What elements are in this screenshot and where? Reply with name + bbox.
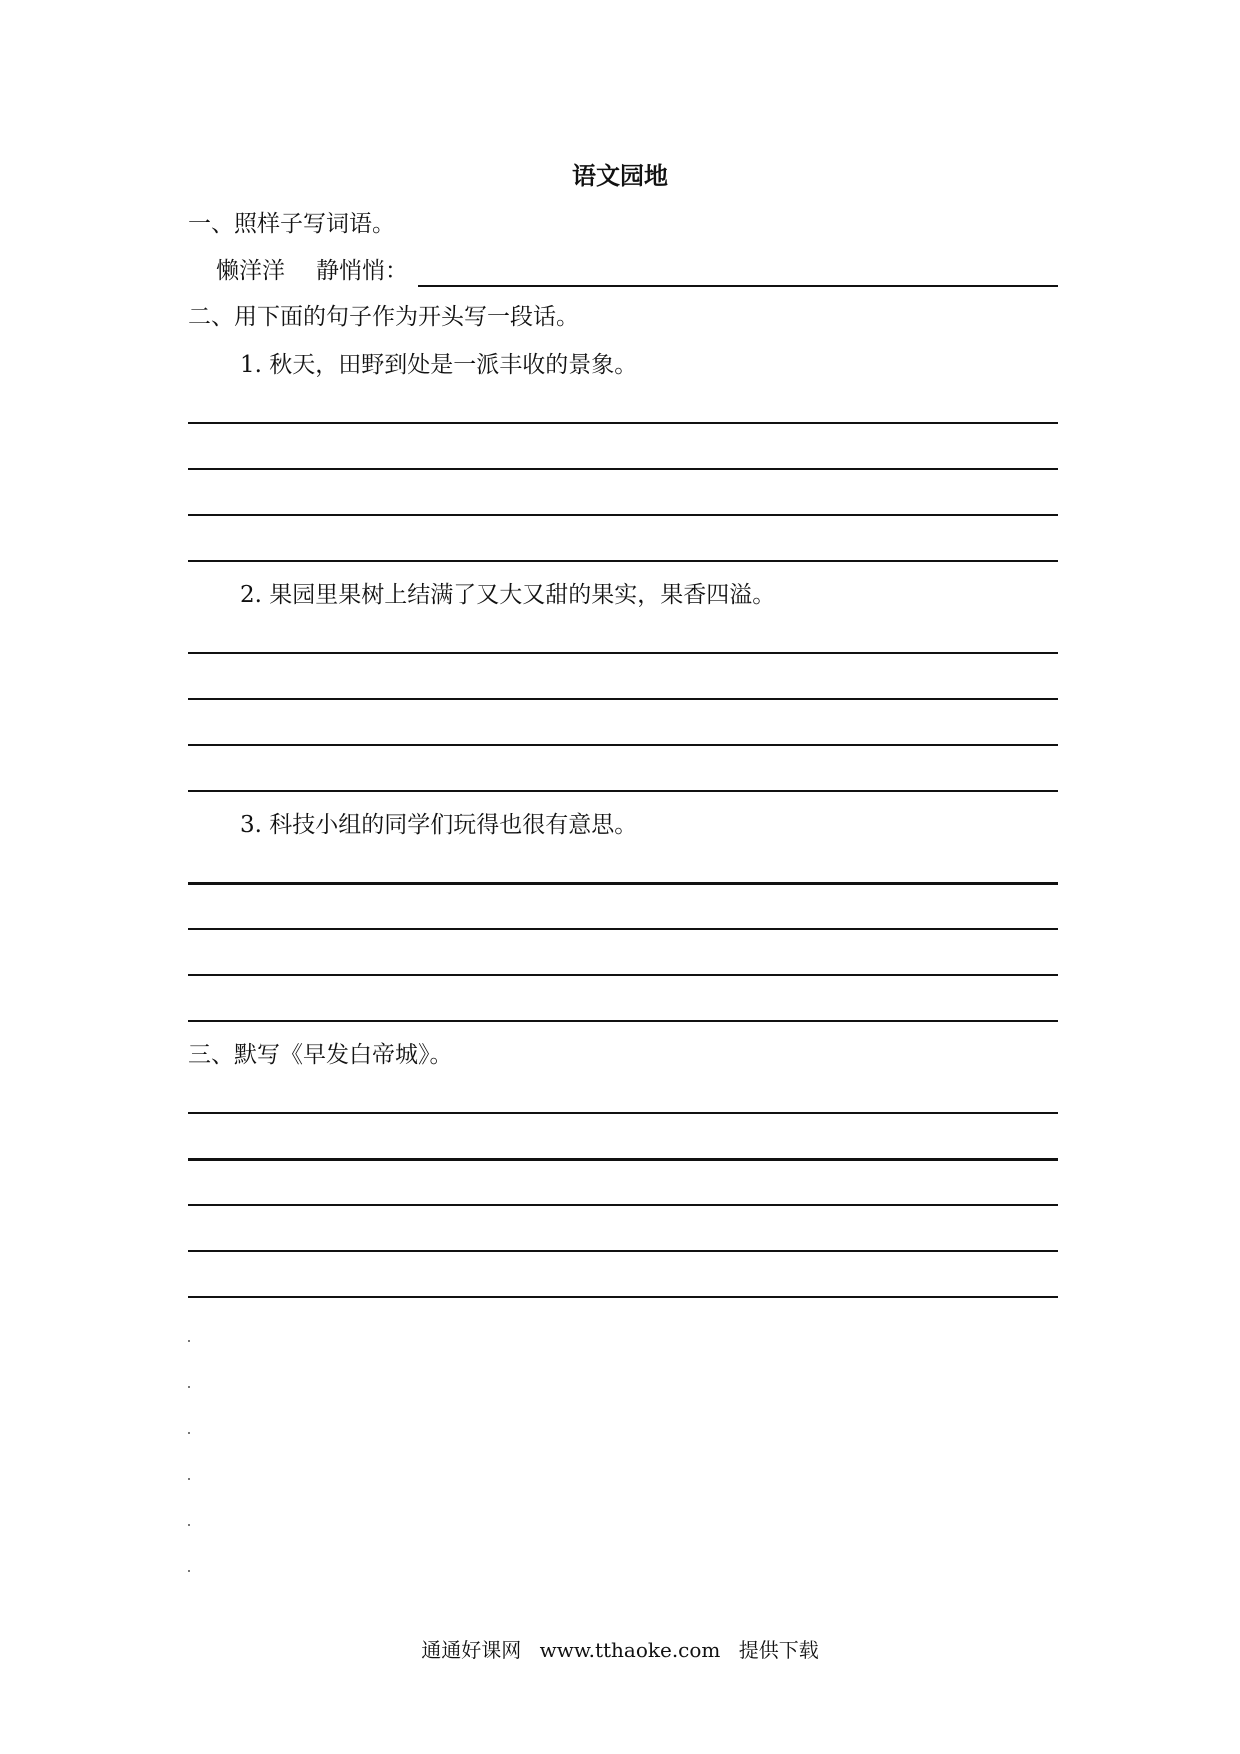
answer-line[interactable] — [188, 1204, 1058, 1206]
answer-line[interactable] — [188, 468, 1058, 470]
sentence-prompt-2: 2. 果园里果树上结满了又大又甜的果实，果香四溢。 — [240, 582, 776, 608]
paragraph-mark — [188, 1478, 190, 1480]
answer-line[interactable] — [188, 744, 1058, 746]
paragraph-mark — [188, 1340, 190, 1342]
fill-prompt: 静悄悄： — [316, 258, 408, 284]
answer-line[interactable] — [188, 1020, 1058, 1022]
page-footer — [0, 1636, 1240, 1664]
section1-heading: 一、照样子写词语。 — [188, 211, 395, 237]
answer-line[interactable] — [188, 974, 1058, 976]
page-title: 语文园地 — [572, 161, 668, 190]
answer-line[interactable] — [188, 1112, 1058, 1114]
footer-suffix: 提供下载 — [738, 1638, 819, 1662]
answer-line[interactable] — [188, 1158, 1058, 1161]
answer-line[interactable] — [188, 514, 1058, 516]
answer-line[interactable] — [188, 882, 1058, 885]
answer-line[interactable] — [188, 698, 1058, 700]
answer-line[interactable] — [188, 1250, 1058, 1252]
answer-line-section1[interactable] — [418, 285, 1058, 287]
sentence-prompt-3: 3. 科技小组的同学们玩得也很有意思。 — [240, 812, 638, 838]
section2-heading: 二、用下面的句子作为开头写一段话。 — [188, 304, 579, 330]
example-word: 懒洋洋 — [216, 258, 285, 284]
answer-line[interactable] — [188, 790, 1058, 792]
section3-heading: 三、默写《早发白帝城》。 — [188, 1042, 453, 1068]
answer-line[interactable] — [188, 928, 1058, 930]
footer-url[interactable]: www.tthaoke.com — [539, 1638, 721, 1662]
answer-line[interactable] — [188, 1296, 1058, 1298]
answer-line[interactable] — [188, 560, 1058, 562]
sentence-prompt-1: 1. 秋天，田野到处是一派丰收的景象。 — [240, 352, 638, 378]
paragraph-mark — [188, 1432, 190, 1434]
answer-line[interactable] — [188, 422, 1058, 424]
paragraph-mark — [188, 1570, 190, 1572]
paragraph-mark — [188, 1386, 190, 1388]
answer-line[interactable] — [188, 652, 1058, 654]
footer-site-name: 通通好课网 — [421, 1638, 522, 1662]
paragraph-mark — [188, 1524, 190, 1526]
